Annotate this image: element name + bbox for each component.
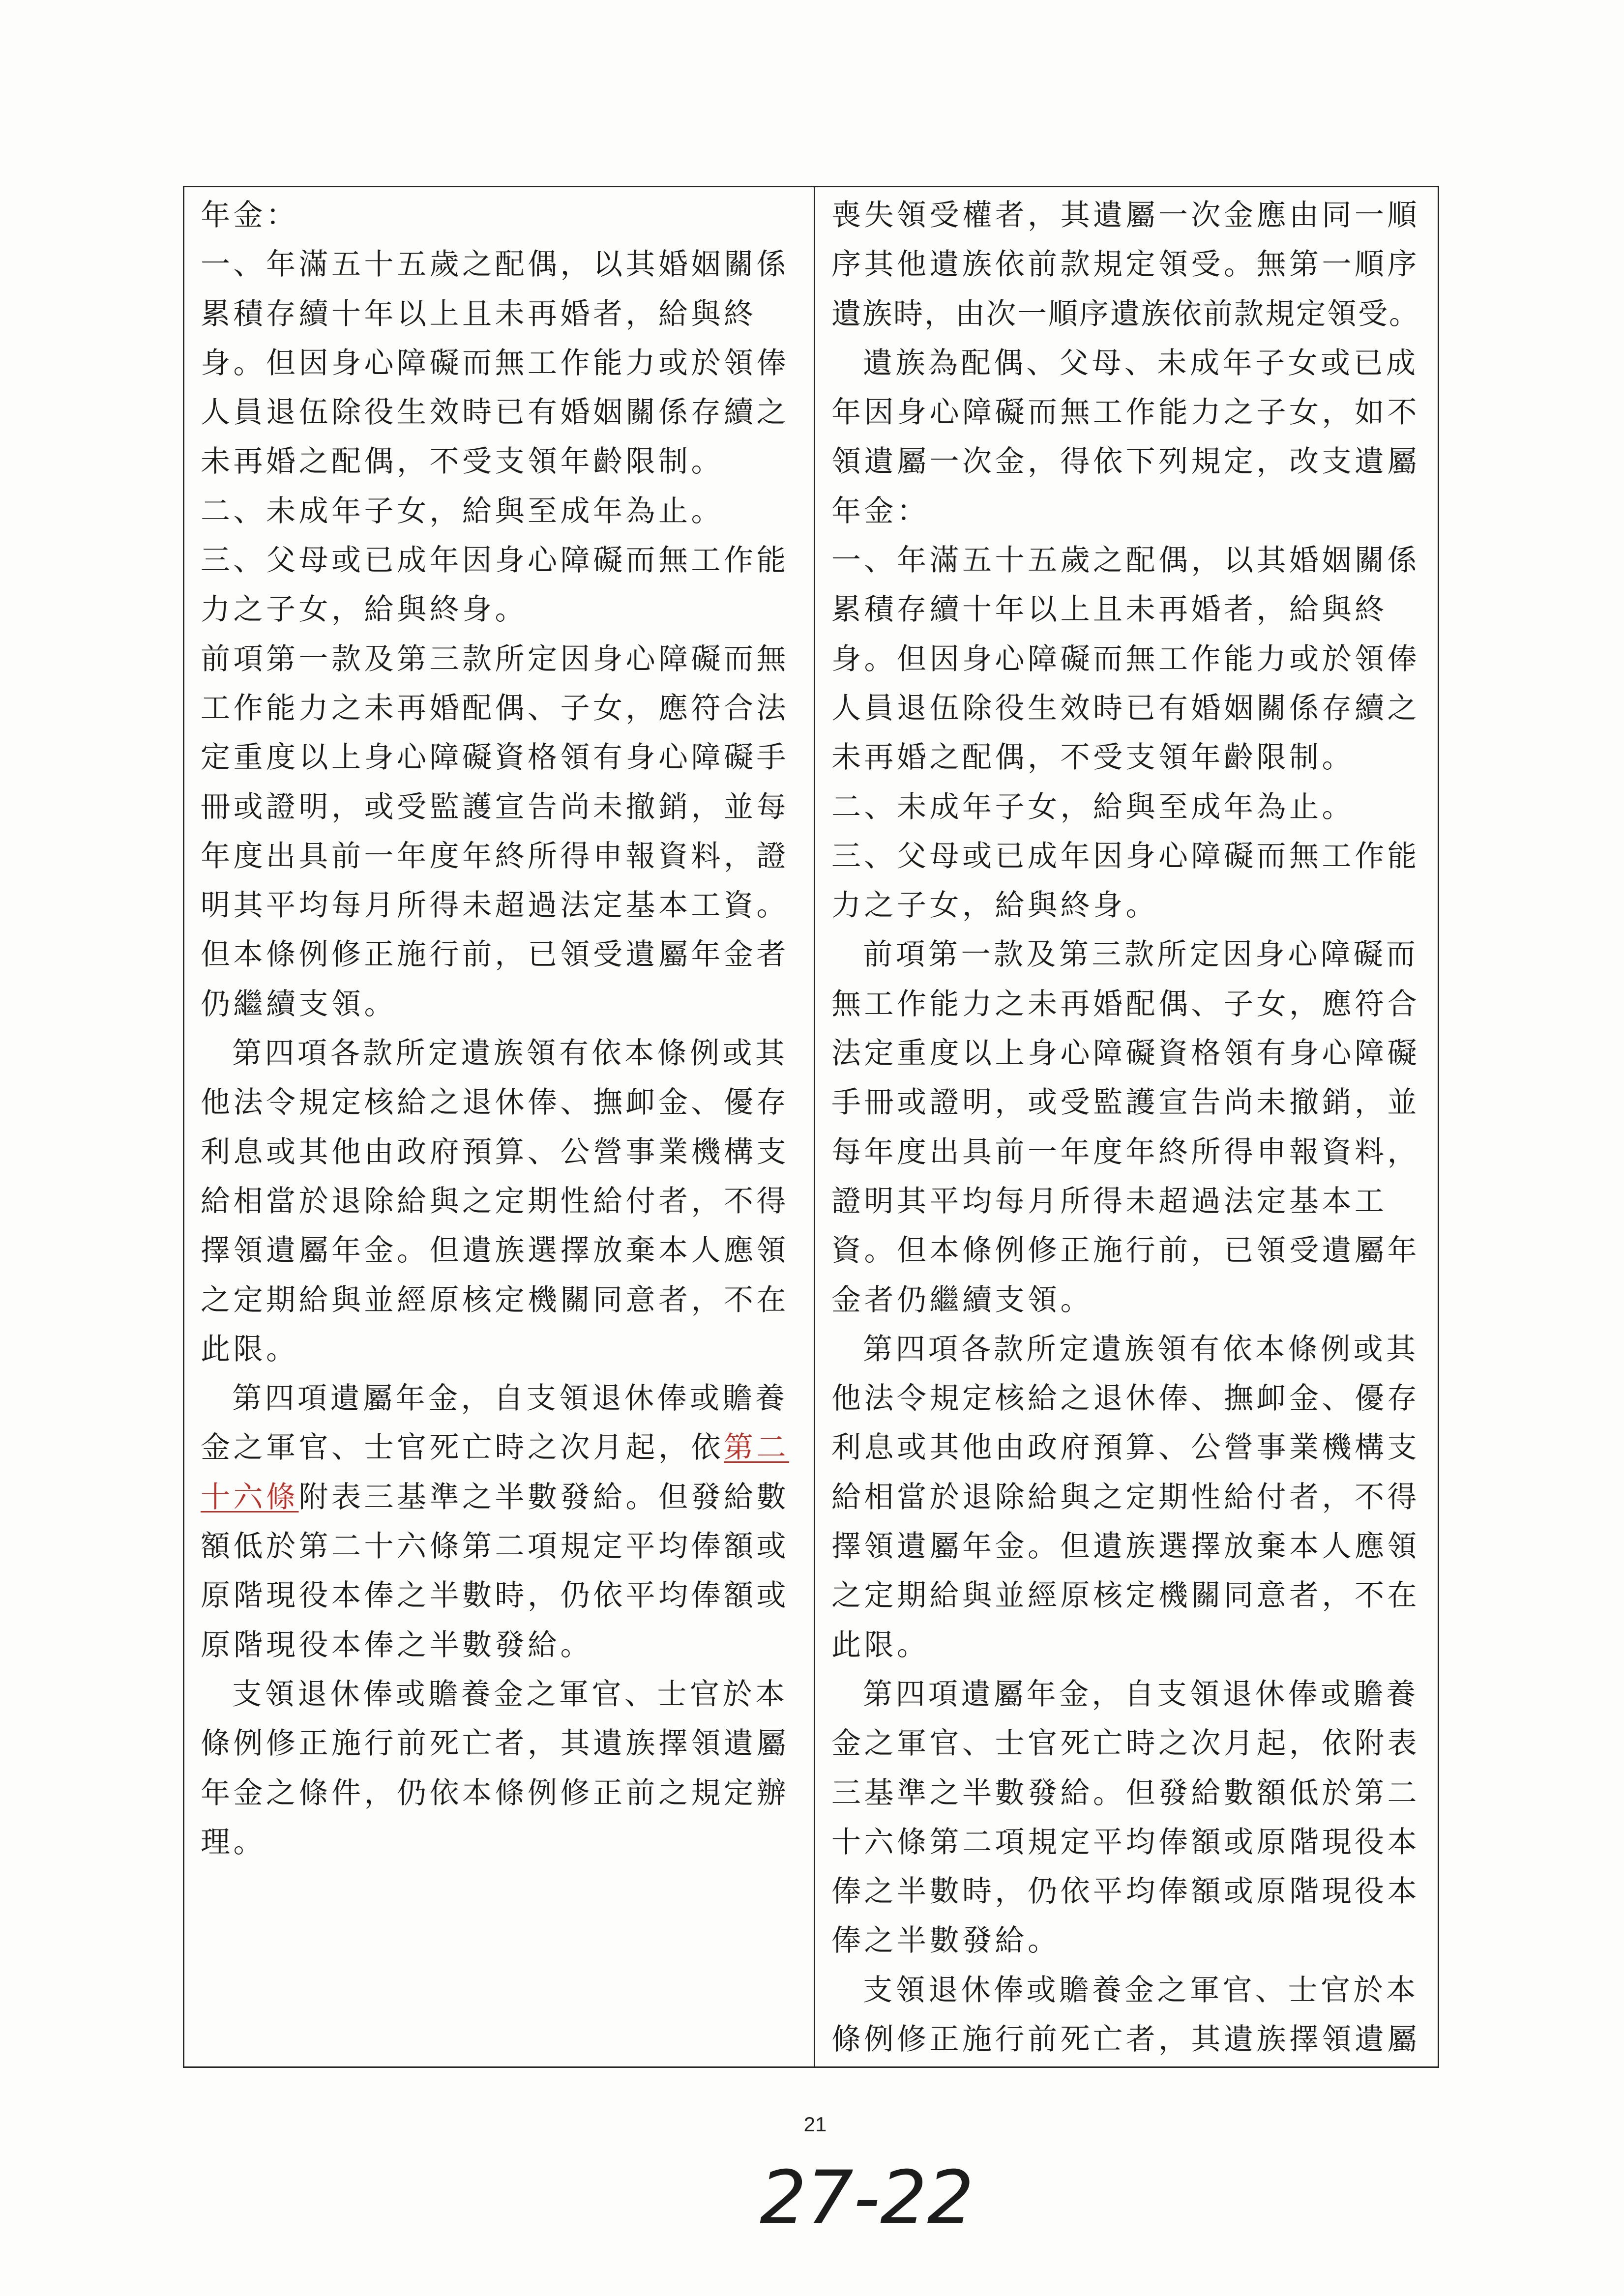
paragraph xyxy=(831,1325,1438,1670)
text-line: 力之子女，給與終身。 xyxy=(201,592,528,627)
paragraph xyxy=(831,536,1438,782)
text-line: 三基準之半數發給。但發給數額低於第二 xyxy=(831,1775,1420,1810)
paragraph xyxy=(831,832,1438,930)
article-link[interactable]: 第二 xyxy=(724,1430,789,1465)
text-line: 第四項各款所定遺族領有依本條例或其 xyxy=(863,1332,1419,1366)
text-line: 累積存續十年以上且未再婚者，給與終 xyxy=(201,296,757,331)
text-line: 此限。 xyxy=(201,1332,299,1366)
text-segment: 金之軍官、士官死亡時之次月起，依 xyxy=(201,1430,724,1465)
text-line: 未再婚之配偶，不受支領年齡限制。 xyxy=(831,740,1355,775)
table-column-left xyxy=(184,187,814,2066)
text-line: 身。但因身心障礙而無工作能力或於領俸 xyxy=(201,346,789,380)
text-line: 人員退伍除役生效時已有婚姻關係存續之 xyxy=(831,691,1420,726)
paragraph xyxy=(831,339,1438,536)
text-line: 二、未成年子女，給與至成年為止。 xyxy=(201,494,724,528)
text-line: 定重度以上身心障礙資格領有身心障礙手 xyxy=(201,740,789,775)
text-line: 年金： xyxy=(201,198,299,233)
text-line: 年度出具前一年度年終所得申報資料，證 xyxy=(201,839,789,873)
table-column-right xyxy=(814,187,1438,2066)
paragraph xyxy=(201,1670,814,1867)
text-line: 俸之半數時，仍依平均俸額或原階現役本 xyxy=(831,1874,1420,1909)
text-line: 三、父母或已成年因身心障礙而無工作能 xyxy=(201,543,789,578)
text-line: 條例修正施行前死亡者，其遺族擇領遺屬 xyxy=(201,1726,789,1761)
paragraph xyxy=(201,487,814,536)
text-line: 金之軍官、士官死亡時之次月起，依附表 xyxy=(831,1726,1420,1761)
text-line: 金者仍繼續支領。 xyxy=(831,1282,1093,1317)
text-line xyxy=(201,1473,814,1522)
text-line: 每年度出具前一年度年終所得申報資料， xyxy=(831,1134,1420,1169)
text-line: 此限。 xyxy=(831,1628,930,1662)
text-line: 年因身心障礙而無工作能力之子女，如不 xyxy=(831,395,1420,430)
text-line: 二、未成年子女，給與至成年為止。 xyxy=(831,789,1355,824)
text-line: 原階現役本俸之半數發給。 xyxy=(201,1628,593,1662)
text-line: 但本條例修正施行前，已領受遺屬年金者 xyxy=(201,937,789,972)
text-line: 證明其平均每月所得未超過法定基本工 xyxy=(831,1184,1388,1219)
paragraph xyxy=(201,191,814,240)
text-line: 俸之半數發給。 xyxy=(831,1923,1061,1958)
text-line: 累積存續十年以上且未再婚者，給與終 xyxy=(831,592,1388,627)
text-line: 喪失領受權者，其遺屬一次金應由同一順 xyxy=(831,198,1420,233)
text-line: 未再婚之配偶，不受支領年齡限制。 xyxy=(201,444,724,479)
text-line: 資。但本條例修正施行前，已領受遺屬年 xyxy=(831,1233,1420,1268)
text-line: 法定重度以上身心障礙資格領有身心障礙 xyxy=(831,1036,1420,1071)
text-line: 額低於第二十六條第二項規定平均俸額或 xyxy=(201,1529,789,1564)
text-line: 之定期給與並經原核定機關同意者，不在 xyxy=(831,1578,1420,1613)
text-line: 他法令規定核給之退休俸、撫卹金、優存 xyxy=(831,1381,1420,1416)
page-number: 21 xyxy=(803,2113,827,2136)
text-line: 冊或證明，或受監護宣告尚未撤銷，並每 xyxy=(201,789,789,824)
text-line: 之定期給與並經原核定機關同意者，不在 xyxy=(201,1282,789,1317)
text-line: 遺族時，由次一順序遺族依前款規定領受。 xyxy=(831,296,1420,331)
text-line: 原階現役本俸之半數時，仍依平均俸額或 xyxy=(201,1578,789,1613)
paragraph xyxy=(831,1670,1438,1966)
text-line: 第四項遺屬年金，自支領退休俸或贍養 xyxy=(863,1677,1419,1712)
text-line: 他法令規定核給之退休俸、撫卹金、優存 xyxy=(201,1085,789,1120)
text-line xyxy=(201,1423,814,1472)
paragraph xyxy=(201,635,814,1029)
text-line: 支領退休俸或贍養金之軍官、士官於本 xyxy=(232,1677,788,1712)
text-line: 明其平均每月所得未超過法定基本工資。 xyxy=(201,888,789,923)
text-line: 一、年滿五十五歲之配偶，以其婚姻關係 xyxy=(201,247,789,282)
paragraph xyxy=(201,240,814,486)
text-line: 支領退休俸或贍養金之軍官、士官於本 xyxy=(863,1973,1419,2007)
text-line: 條例修正施行前死亡者，其遺族擇領遺屬 xyxy=(831,2022,1420,2057)
paragraph xyxy=(831,783,1438,832)
text-line: 第四項各款所定遺族領有依本條例或其 xyxy=(232,1036,788,1071)
text-line: 前項第一款及第三款所定因身心障礙而 xyxy=(863,937,1419,972)
paragraph xyxy=(201,1374,814,1670)
text-line: 理。 xyxy=(201,1825,266,1860)
article-link[interactable]: 十六條 xyxy=(201,1480,299,1514)
paragraph xyxy=(831,930,1438,1324)
text-line: 工作能力之未再婚配偶、子女，應符合法 xyxy=(201,691,789,726)
text-line: 擇領遺屬年金。但遺族選擇放棄本人應領 xyxy=(201,1233,789,1268)
text-line: 力之子女，給與終身。 xyxy=(831,888,1158,923)
text-line: 年金之條件，仍依本條例修正前之規定辦 xyxy=(201,1775,789,1810)
paragraph xyxy=(201,1029,814,1374)
paragraph xyxy=(201,536,814,635)
text-line: 第四項遺屬年金，自支領退休俸或贍養 xyxy=(232,1381,788,1416)
paragraph xyxy=(831,191,1438,339)
text-line: 手冊或證明，或受監護宣告尚未撤銷，並 xyxy=(831,1085,1420,1120)
text-line: 遺族為配偶、父母、未成年子女或已成 xyxy=(863,346,1419,380)
text-line: 擇領遺屬年金。但遺族選擇放棄本人應領 xyxy=(831,1529,1420,1564)
text-line: 三、父母或已成年因身心障礙而無工作能 xyxy=(831,839,1420,873)
text-line: 序其他遺族依前款規定領受。無第一順序 xyxy=(831,247,1420,282)
text-line: 給相當於退除給與之定期性給付者，不得 xyxy=(831,1480,1420,1514)
text-line: 領遺屬一次金，得依下列規定，改支遺屬 xyxy=(831,444,1420,479)
text-line: 給相當於退除給與之定期性給付者，不得 xyxy=(201,1184,789,1219)
handwritten-page-note: 27-22 xyxy=(760,2155,974,2241)
text-line: 人員退伍除役生效時已有婚姻關係存續之 xyxy=(201,395,789,430)
text-segment: 附表三基準之半數發給。但發給數 xyxy=(298,1480,789,1514)
text-line: 利息或其他由政府預算、公營事業機構支 xyxy=(831,1430,1420,1465)
text-line: 前項第一款及第三款所定因身心障礙而無 xyxy=(201,641,789,676)
comparison-table xyxy=(183,186,1439,2068)
text-line: 無工作能力之未再婚配偶、子女，應符合 xyxy=(831,987,1420,1021)
text-line: 年金： xyxy=(831,494,930,528)
paragraph xyxy=(831,1966,1438,2064)
text-line: 仍繼續支領。 xyxy=(201,987,397,1021)
text-line: 身。但因身心障礙而無工作能力或於領俸 xyxy=(831,641,1420,676)
text-line: 十六條第二項規定平均俸額或原階現役本 xyxy=(831,1825,1420,1860)
text-line: 一、年滿五十五歲之配偶，以其婚姻關係 xyxy=(831,543,1420,578)
text-line: 利息或其他由政府預算、公營事業機構支 xyxy=(201,1134,789,1169)
